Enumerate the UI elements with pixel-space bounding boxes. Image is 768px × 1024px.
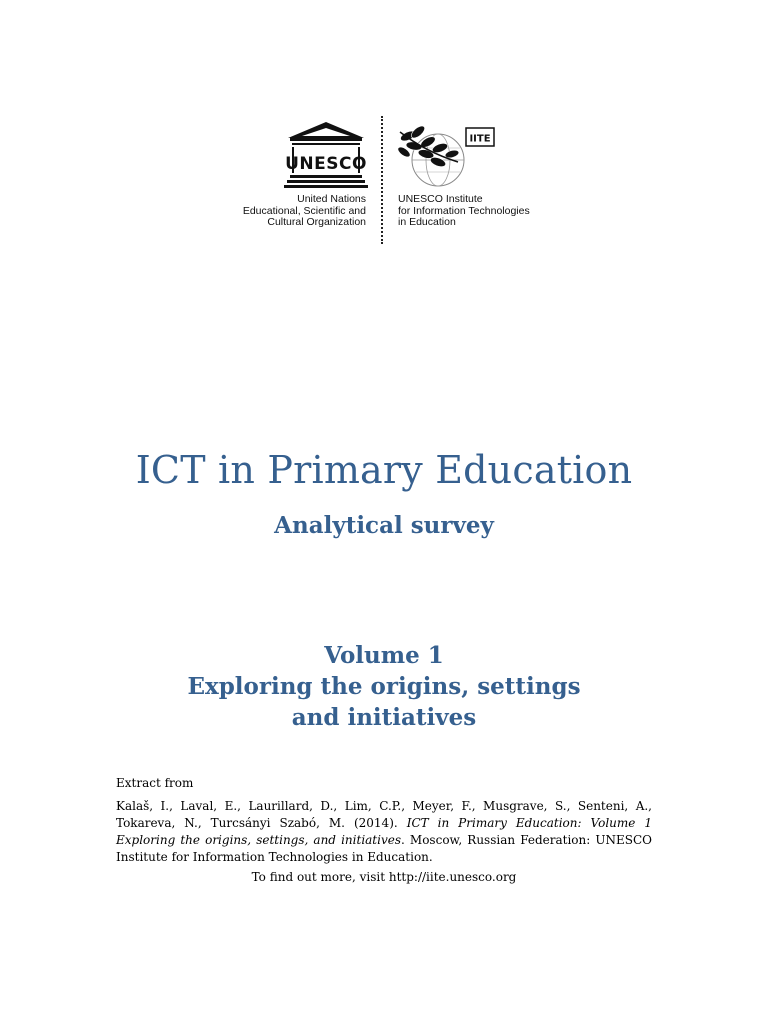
volume-number: Volume 1 bbox=[324, 642, 444, 669]
iite-caption-line: for Information Technologies bbox=[398, 204, 530, 217]
unesco-wordmark: UNESCO bbox=[285, 154, 367, 174]
citation-authors: Kalaš, I., Laval, E., Laurillard, D., Lim, C.P., Meyer, F., Musgrave, S., Senteni, A., Tokareva, N., Turcsányi Szabó, M. (2014). bbox=[116, 799, 652, 830]
citation-work-title: ICT in Primary Education: Volume 1 Exploring the origins, settings, and initiatives bbox=[116, 816, 653, 847]
iite-caption-line: UNESCO Institute bbox=[398, 193, 483, 205]
extract-label: Extract from bbox=[116, 776, 194, 790]
iite-caption bbox=[398, 194, 558, 229]
volume-heading bbox=[0, 640, 768, 733]
logo-block bbox=[236, 112, 536, 244]
document-subtitle: Analytical survey bbox=[274, 512, 494, 539]
unesco-caption-line: United Nations bbox=[297, 193, 366, 205]
iite-badge: IITE bbox=[469, 133, 491, 145]
unesco-logo bbox=[284, 120, 368, 192]
iite-caption-line: in Education bbox=[398, 216, 456, 228]
iite-logo bbox=[396, 122, 536, 192]
unesco-caption bbox=[206, 194, 366, 229]
document-title: ICT in Primary Education bbox=[135, 448, 633, 492]
unesco-caption-line: Educational, Scientific and bbox=[242, 204, 366, 217]
citation-publisher: . Moscow, Russian Federation: UNESCO Institute for Information Technologies in Education. bbox=[116, 833, 652, 864]
find-more-link-text[interactable]: To find out more, visit http://iite.unesco.org bbox=[251, 870, 517, 884]
citation-text bbox=[116, 798, 652, 866]
unesco-caption-line: Cultural Organization bbox=[267, 216, 366, 228]
logo-divider bbox=[381, 116, 383, 244]
volume-title-line: and initiatives bbox=[291, 704, 477, 731]
volume-title-line: Exploring the origins, settings bbox=[187, 673, 581, 700]
